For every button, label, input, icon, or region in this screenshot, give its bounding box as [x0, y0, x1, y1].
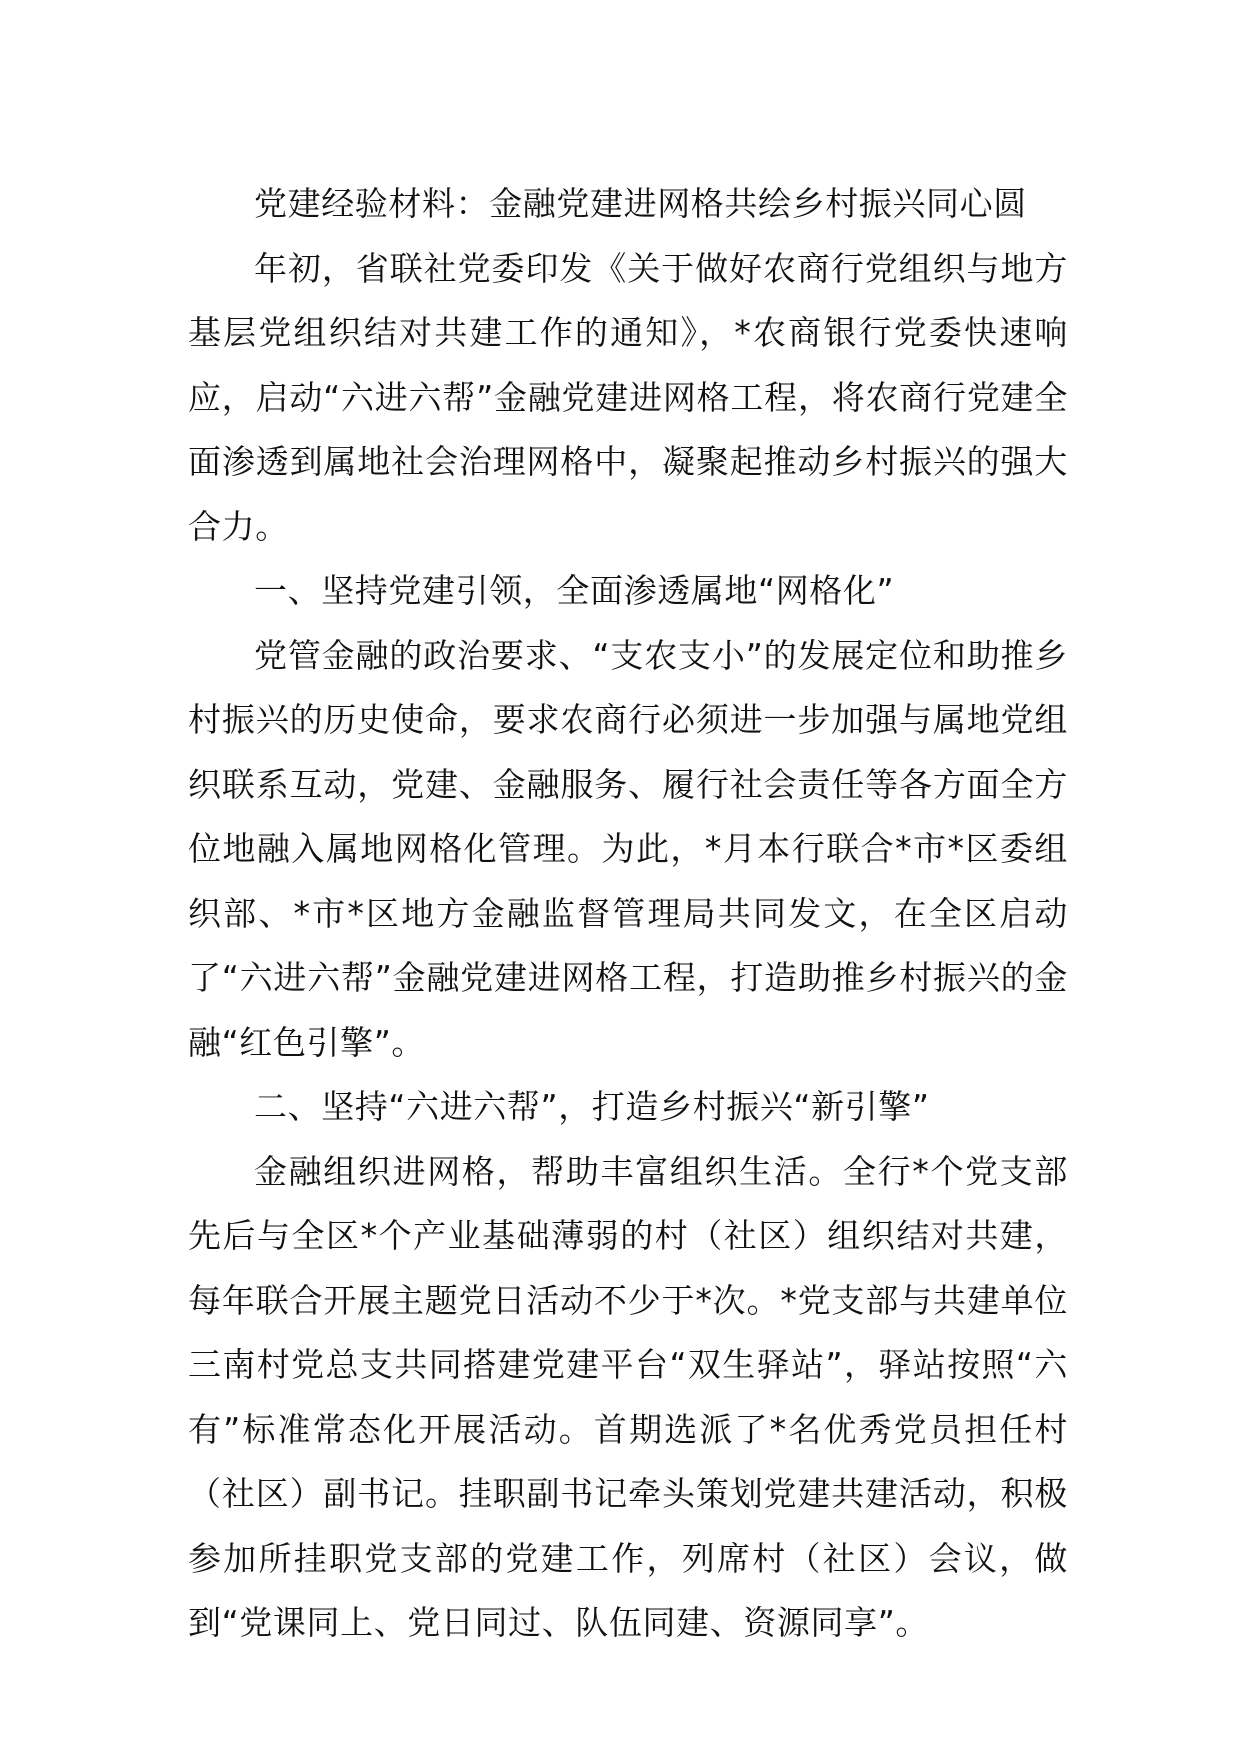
paragraph-intro: 年初，省联社党委印发《关于做好农商行党组织与地方基层党组织结对共建工作的通知》，*农商银行党委快速响应，启动“六进六帮”金融党建进网格工程，将农商行党建全面渗透到属地社会治理网格中，凝聚起推动乡村振兴的强大合力。	[188, 248, 1068, 546]
paragraph-section-1: 党管金融的政治要求、“支农支小”的发展定位和助推乡村振兴的历史使命，要求农商行必须进一步加强与属地党组织联系互动，党建、金融服务、履行社会责任等各方面全方位地融入属地网格化管理。为此，*月本行联合*市*区委组织部、*市*区地方金融监督管理局共同发文，在全区启动了“六进六帮”金融党建进网格工程，打造助推乡村振兴的金融“红色引擎”。	[188, 635, 1068, 1062]
document-title: 党建经验材料：金融党建进网格共绘乡村振兴同心圆	[254, 184, 1027, 223]
section-heading-2: 二、坚持“六进六帮”，打造乡村振兴“新引擎”	[254, 1087, 930, 1126]
paragraph-section-2: 金融组织进网格，帮助丰富组织生活。全行*个党支部先后与全区*个产业基础薄弱的村（社区）组织结对共建，每年联合开展主题党日活动不少于*次。*党支部与共建单位三南村党总支共同搭建党建平台“双生驿站”，驿站按照“六有”标准常态化开展活动。首期选派了*名优秀党员担任村（社区）副书记。挂职副书记牵头策划党建共建活动，积极参加所挂职党支部的党建工作，列席村（社区）会议，做到“党课同上、党日同过、队伍同建、资源同享”。	[188, 1151, 1068, 1642]
section-heading-1: 一、坚持党建引领，全面渗透属地“网格化”	[254, 571, 895, 610]
document-page	[188, 172, 1068, 1656]
